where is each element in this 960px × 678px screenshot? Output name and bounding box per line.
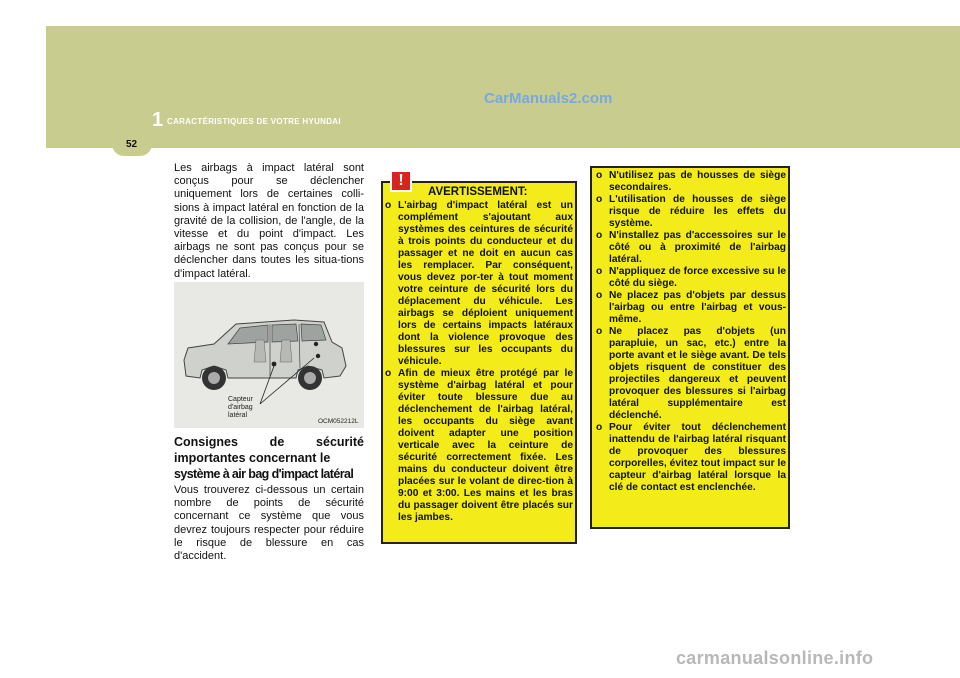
warning-item-text: N'utilisez pas de housses de siège secondaires. — [609, 170, 786, 193]
warning-item — [594, 266, 786, 290]
figure-label-line: latéral — [228, 412, 248, 419]
warning-item — [594, 230, 786, 266]
bullet: o — [596, 290, 603, 301]
warning-list — [383, 200, 573, 524]
warning-item — [594, 194, 786, 230]
warning-icon: ! — [390, 170, 412, 192]
warning-continued-list — [594, 170, 786, 494]
warning-item-text: Afin de mieux être protégé par le système d'airbag latéral et pour éviter toute blessure due au déclenchement de l'airbag latéral, les occupants du siège avant doivent adapter une position verticale avec la ceinture de sécurité correctement fixée. Les mains du conducteur doivent être placées sur le volant de direc-tion à 9:00 et 3:00. Les mains et les bras du passager doivent être placés sur les jambes. — [398, 368, 573, 523]
safety-body: Vous trouverez ci-dessous un certain nombre de points de sécurité concernant ce système que vous devrez toujours respecter pour réduire le risque de blessure en cas d'accident. — [174, 484, 364, 563]
warning-item — [594, 170, 786, 194]
warning-item — [594, 290, 786, 326]
warning-item-text: L'airbag d'impact latéral est un complément s'ajoutant aux systèmes des ceintures de sécurité à trois points du conducteur et du passager et ne doit en aucun cas les remplacer. Par conséquent, vous devez por-ter à tout moment votre ceinture de sécurité lors du déplacement du véhicule. Les airbags se déploient uniquement lors de certains impacts latéraux dont la violence provoque des blessures sur les occupants du véhicule. — [398, 200, 573, 367]
warning-item-text: Ne placez pas d'objets par dessus l'airbag ou entre l'airbag et vous-même. — [609, 290, 786, 325]
safety-heading — [174, 434, 364, 482]
warning-item-text: Ne placez pas d'objets (un parapluie, un sac, etc.) entre la porte avant et le siège avant. De tels objets risquent de constituer des projectiles dangereux et peuvent provoquer des blessures si l'airbag latéral supplémentaire est déclenché. — [609, 326, 786, 421]
warning-item — [383, 200, 573, 368]
bullet: o — [596, 230, 603, 241]
safety-heading-line1: Consignes de sécurité importantes concernant le — [174, 435, 364, 465]
bullet: o — [596, 326, 603, 337]
bullet: o — [596, 170, 603, 181]
bullet: o — [596, 266, 603, 277]
warning-item — [383, 368, 573, 524]
warning-item-text: Pour éviter tout déclenchement inattendu de l'airbag latéral risquant de provoquer des blessures corporelles, évitez tout impact sur le capteur d'airbag latéral lorsque la clé de contact est enclenchée. — [609, 422, 786, 493]
watermark-link[interactable]: CarManuals2.com — [484, 90, 613, 107]
bullet: o — [596, 194, 603, 205]
bullet: o — [385, 368, 392, 379]
warning-item-text: N'installez pas d'accessoires sur le côté ou à proximité de l'airbag latéral. — [609, 230, 786, 265]
figure-label-line: Capteur — [228, 396, 253, 403]
warning-item — [594, 326, 786, 422]
figure-code: OCM052212L — [318, 418, 359, 425]
safety-heading-line2: système à air bag d'impact latéral — [174, 467, 354, 481]
car-figure — [174, 282, 364, 428]
intro-paragraph: Les airbags à impact latéral sont conçus pour se déclencher uniquement lors de certaines colli-sions à impact latéral en fonction de la gravité de la collision, de l'angle, de la vitesse et du point d'impact. Les airbags ne sont pas conçus pour se déclencher dans toutes les situa-tions d'impact latéral. — [174, 162, 364, 280]
bullet: o — [385, 200, 392, 211]
figure-label — [228, 396, 253, 420]
warning-item-text: N'appliquez de force excessive su le côté du siège. — [609, 266, 786, 289]
header-band — [46, 26, 960, 148]
warning-title: AVERTISSEMENT: — [428, 186, 528, 198]
chapter-title: CARACTÉRISTIQUES DE VOTRE HYUNDAI — [167, 117, 341, 126]
page-number: 52 — [126, 139, 138, 150]
car-illustration — [174, 282, 364, 428]
warning-item — [594, 422, 786, 494]
warning-item-text: L'utilisation de housses de siège risque de réduire les effets du système. — [609, 194, 786, 229]
chapter-number: 1 — [152, 109, 164, 131]
footer-watermark[interactable]: carmanualsonline.info — [676, 648, 874, 668]
bullet: o — [596, 422, 603, 433]
figure-label-line: d'airbag — [228, 404, 253, 411]
